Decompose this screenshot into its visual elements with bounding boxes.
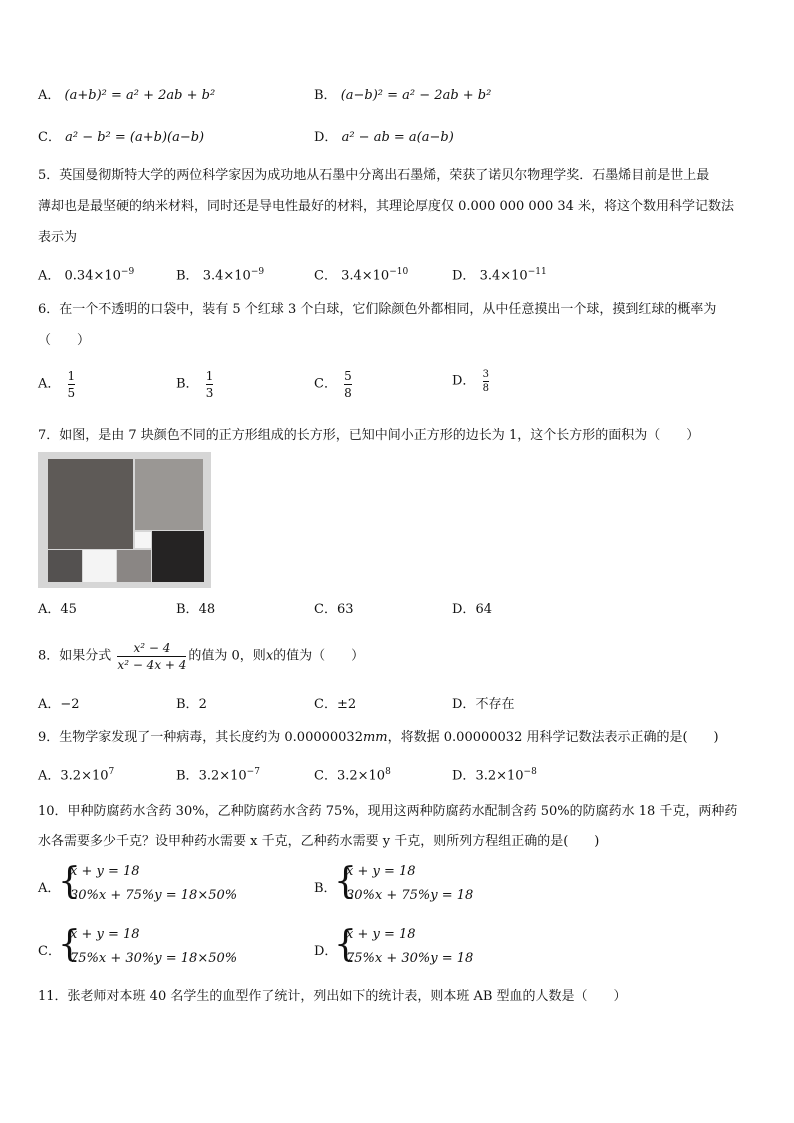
q10-option-c-label: C． <box>38 944 61 959</box>
q5-option-d <box>452 263 547 285</box>
q8-option-b-text: 2 <box>198 697 207 712</box>
q10-option-b-eq2: 30%x + 75%y = 18 <box>346 888 474 903</box>
option-label: C． <box>314 376 337 392</box>
option-label: D． <box>452 697 476 712</box>
q9-option-b <box>176 763 260 785</box>
figure-square-bottom-gray <box>117 550 151 582</box>
q8-suffix-1: 的值为 0，则 <box>188 648 266 664</box>
option-label: D． <box>452 768 476 784</box>
q9-text-a: 9．生物学家发现了一种病毒，其长度约为 0.00000032 <box>38 730 363 745</box>
q5-option-b-exp: −9 <box>250 267 265 277</box>
q9-option-c <box>314 763 391 785</box>
q7-option-a <box>38 601 77 619</box>
q9-option-b-exp: −7 <box>246 767 260 777</box>
q10-option-c-eq1: x + y = 18 <box>70 927 140 942</box>
denominator: 3 <box>205 386 214 400</box>
option-label: C． <box>314 268 337 284</box>
q6-option-b <box>176 368 216 401</box>
q7-line-1: 7．如图，是由 7 块颜色不同的正方形组成的长方形，已知中间小正方形的边长为 1，这个长方形的面积为（ ） <box>38 428 700 443</box>
q9-option-a-base: 3.2×10 <box>60 768 109 784</box>
option-label: D． <box>314 130 338 145</box>
q9-option-d-base: 3.2×10 <box>475 768 524 784</box>
option-label: A． <box>38 268 61 284</box>
option-label: A． <box>38 602 61 617</box>
option-label: A． <box>38 768 61 784</box>
option-label: C． <box>314 768 337 784</box>
q10-option-d-brace: { <box>334 924 357 965</box>
q6-option-a-fraction <box>68 368 76 401</box>
option-label: C． <box>38 130 61 145</box>
q9-option-a <box>38 763 114 785</box>
q8-option-c <box>314 696 356 714</box>
q6-option-d <box>452 368 492 395</box>
option-label: A． <box>38 376 61 392</box>
q10-option-c-brace: { <box>58 924 81 965</box>
q8-option-c-text: ±2 <box>336 697 357 712</box>
option-label: B． <box>176 768 199 784</box>
figure-square-top-right <box>135 459 203 530</box>
option-label: C． <box>314 602 337 617</box>
option-label: D． <box>452 602 476 617</box>
q4-option-b-text: (a−b)² = a² − 2ab + b² <box>340 88 492 103</box>
q9-option-b-base: 3.2×10 <box>198 768 247 784</box>
q8-fraction <box>117 640 186 673</box>
q7-option-c <box>314 601 354 619</box>
numerator: 3 <box>482 369 489 380</box>
q5-line-3: 表示为 <box>38 230 78 245</box>
q8-line-1 <box>38 640 364 673</box>
denominator: x² − 4x + 4 <box>117 658 187 672</box>
q6-option-c-fraction <box>344 368 352 401</box>
q8-option-d-text: 不存在 <box>475 697 515 712</box>
q8-option-a-text: −2 <box>60 697 80 712</box>
q8-option-a <box>38 696 80 714</box>
q5-line-2: 薄却也是最坚硬的纳米材料，同时还是导电性最好的材料，其理论厚度仅 0.000 000 000 34 米，将这个数用科学记数法 <box>38 199 735 214</box>
q4-option-a-text: (a+b)² = a² + 2ab + b² <box>64 88 216 103</box>
q11-line-1: 11．张老师对本班 40 名学生的血型作了统计，列出如下的统计表，则本班 AB 型血的人数是（ ） <box>38 989 627 1004</box>
q10-option-d-eq1: x + y = 18 <box>346 927 416 942</box>
option-label: A． <box>38 697 61 712</box>
q8-variable: x <box>265 648 274 664</box>
q5-option-d-exp: −11 <box>527 267 547 277</box>
q10-option-c-eq2: 75%x + 30%y = 18×50% <box>70 951 238 966</box>
option-label: B． <box>314 88 337 103</box>
q8-option-b <box>176 696 207 714</box>
q7-option-d <box>452 601 492 619</box>
numerator: x² − 4 <box>133 641 171 655</box>
q5-option-c-exp: −10 <box>389 267 409 277</box>
q9-option-d <box>452 763 537 785</box>
q9-option-d-exp: −8 <box>523 767 537 777</box>
q10-line-1: 10．甲种防腐药水含药 30%，乙种防腐药水含药 75%，现用这两种防腐药水配制含药 50%的防腐药水 18 千克，两种药 <box>38 804 738 819</box>
q10-line-2: 水各需要多少千克？设甲种药水需要 x 千克，乙种药水需要 y 千克，则所列方程组正确的是( ) <box>38 834 600 849</box>
option-label: A． <box>38 88 61 103</box>
q9-text-b: ，将数据 0.00000032 用科学记数法表示正确的是( ) <box>387 730 719 745</box>
q10-option-b-eq1: x + y = 18 <box>346 864 416 879</box>
q9-option-c-exp: 8 <box>385 767 391 777</box>
q5-line-1: 5．英国曼彻斯特大学的两位科学家因为成功地从石墨中分离出石墨烯，荣获了诺贝尔物理学奖．石墨烯目前是世上最 <box>38 168 710 183</box>
numerator: 5 <box>344 369 352 383</box>
figure-square-bottom-white <box>83 550 116 582</box>
figure-square-large <box>48 459 133 549</box>
q10-option-a-eq2: 30%x + 75%y = 18×50% <box>70 888 238 903</box>
figure-square-center-small <box>135 532 151 548</box>
denominator: 8 <box>344 386 352 400</box>
q10-option-a-label: A． <box>38 881 61 896</box>
q8-prefix: 8．如果分式 <box>38 648 112 664</box>
q5-option-b <box>176 263 264 285</box>
denominator: 8 <box>482 383 489 394</box>
q6-line-1: 6．在一个不透明的口袋中，装有 5 个红球 3 个白球，它们除颜色外都相同，从中任意摸出一个球，摸到红球的概率为 <box>38 302 717 317</box>
q4-option-d <box>314 129 454 147</box>
q4-option-a <box>38 87 215 105</box>
figure-square-bottom-right <box>152 531 204 582</box>
option-label: B． <box>176 268 199 284</box>
q4-option-c-text: a² − b² = (a+b)(a−b) <box>65 130 205 145</box>
q5-option-c <box>314 263 408 285</box>
q9-option-c-base: 3.2×10 <box>336 768 386 784</box>
q7-option-b-text: 48 <box>198 602 216 617</box>
option-label: D． <box>452 268 476 284</box>
q5-option-a <box>38 263 134 285</box>
q7-option-c-text: 63 <box>336 602 354 617</box>
q10-option-b-brace: { <box>334 861 357 902</box>
q8-suffix-2: 的值为（ ） <box>273 648 365 664</box>
q5-option-c-base: 3.4×10 <box>341 268 390 284</box>
q10-option-a-eq1: x + y = 18 <box>70 864 140 879</box>
numerator: 1 <box>67 369 76 383</box>
option-label: D． <box>452 373 476 389</box>
q9-unit: mm <box>362 730 388 745</box>
option-label: B． <box>176 602 199 617</box>
q5-option-d-base: 3.4×10 <box>479 268 528 284</box>
q10-option-a-brace: { <box>58 861 81 902</box>
q4-option-c <box>38 129 204 147</box>
numerator: 1 <box>205 369 214 383</box>
q9-line-1 <box>38 722 719 753</box>
q7-option-b <box>176 601 215 619</box>
q7-figure <box>38 452 211 588</box>
q9-option-a-exp: 7 <box>108 767 115 777</box>
q5-option-a-base: 0.34×10 <box>64 268 121 284</box>
q10-option-d-label: D． <box>314 944 338 959</box>
q10-option-b-label: B． <box>314 881 337 896</box>
option-label: B． <box>176 697 199 712</box>
q6-option-c <box>314 368 355 401</box>
q6-line-2: （ ） <box>38 333 91 348</box>
denominator: 5 <box>67 386 76 400</box>
q6-option-a <box>38 368 78 401</box>
q6-option-b-fraction <box>206 368 214 401</box>
q5-option-a-exp: −9 <box>120 267 135 277</box>
q10-option-d-eq2: 75%x + 30%y = 18 <box>346 951 474 966</box>
q4-option-b <box>314 87 491 105</box>
q7-option-d-text: 64 <box>475 602 492 617</box>
figure-square-bottom-left <box>48 550 82 582</box>
q6-option-d-fraction <box>483 368 489 395</box>
q5-option-b-base: 3.4×10 <box>202 268 251 284</box>
q4-option-d-text: a² − ab = a(a−b) <box>341 130 454 145</box>
q8-option-d <box>452 696 514 714</box>
q7-option-a-text: 45 <box>60 602 77 617</box>
option-label: B． <box>176 376 199 392</box>
option-label: C． <box>314 697 337 712</box>
